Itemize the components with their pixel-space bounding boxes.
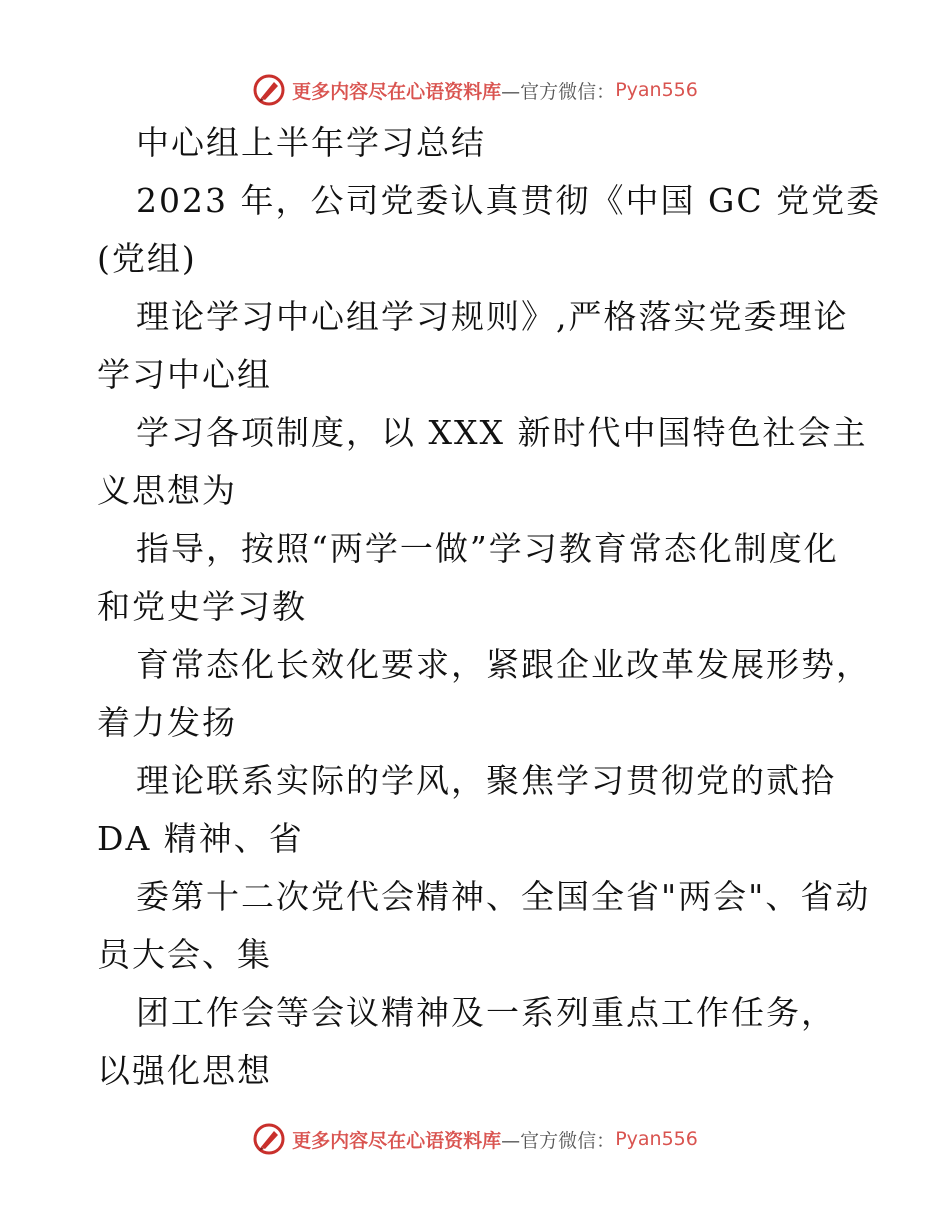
document-line: 委第十二次党代会精神、全国全省"两会"、省动 [136, 877, 871, 916]
watermark-account: Pyan556 [615, 1128, 698, 1150]
document-line: (党组) [97, 239, 197, 278]
watermark-account: Pyan556 [615, 79, 698, 101]
document-line: 理论学习中心组学习规则》,严格落实党委理论 [136, 297, 849, 336]
document-line: 着力发扬 [97, 703, 237, 742]
document-line: 理论联系实际的学风，聚焦学习贯彻党的贰拾 [136, 761, 836, 800]
document-line: 员大会、集 [97, 935, 272, 974]
document-line: 学习各项制度，以 XXX 新时代中国特色社会主 [136, 413, 868, 452]
watermark-separator: —官方微信： [501, 80, 616, 103]
pen-logo-icon [252, 73, 286, 107]
watermark-separator: —官方微信： [501, 1129, 616, 1152]
document-line: DA 精神、省 [97, 819, 304, 858]
document-line: 指导，按照“两学一做”学习教育常态化制度化 [136, 529, 839, 568]
watermark-main-text: 更多内容尽在心语资料库 [292, 80, 502, 103]
document-title: 中心组上半年学习总结 [136, 123, 486, 162]
watermark-main-text: 更多内容尽在心语资料库 [292, 1129, 502, 1152]
document-line: 以强化思想 [97, 1051, 272, 1090]
document-line: 和党史学习教 [97, 587, 307, 626]
pen-logo-icon [252, 1122, 286, 1156]
document-line: 2023 年，公司党委认真贯彻《中国 GC 党党委 [136, 181, 882, 220]
document-line: 学习中心组 [97, 355, 272, 394]
document-line: 育常态化长效化要求，紧跟企业改革发展形势， [136, 645, 871, 684]
document-line: 义思想为 [97, 471, 237, 510]
header-watermark [0, 70, 950, 110]
document-line: 团工作会等会议精神及一系列重点工作任务， [136, 993, 836, 1032]
footer-watermark [0, 1119, 950, 1159]
